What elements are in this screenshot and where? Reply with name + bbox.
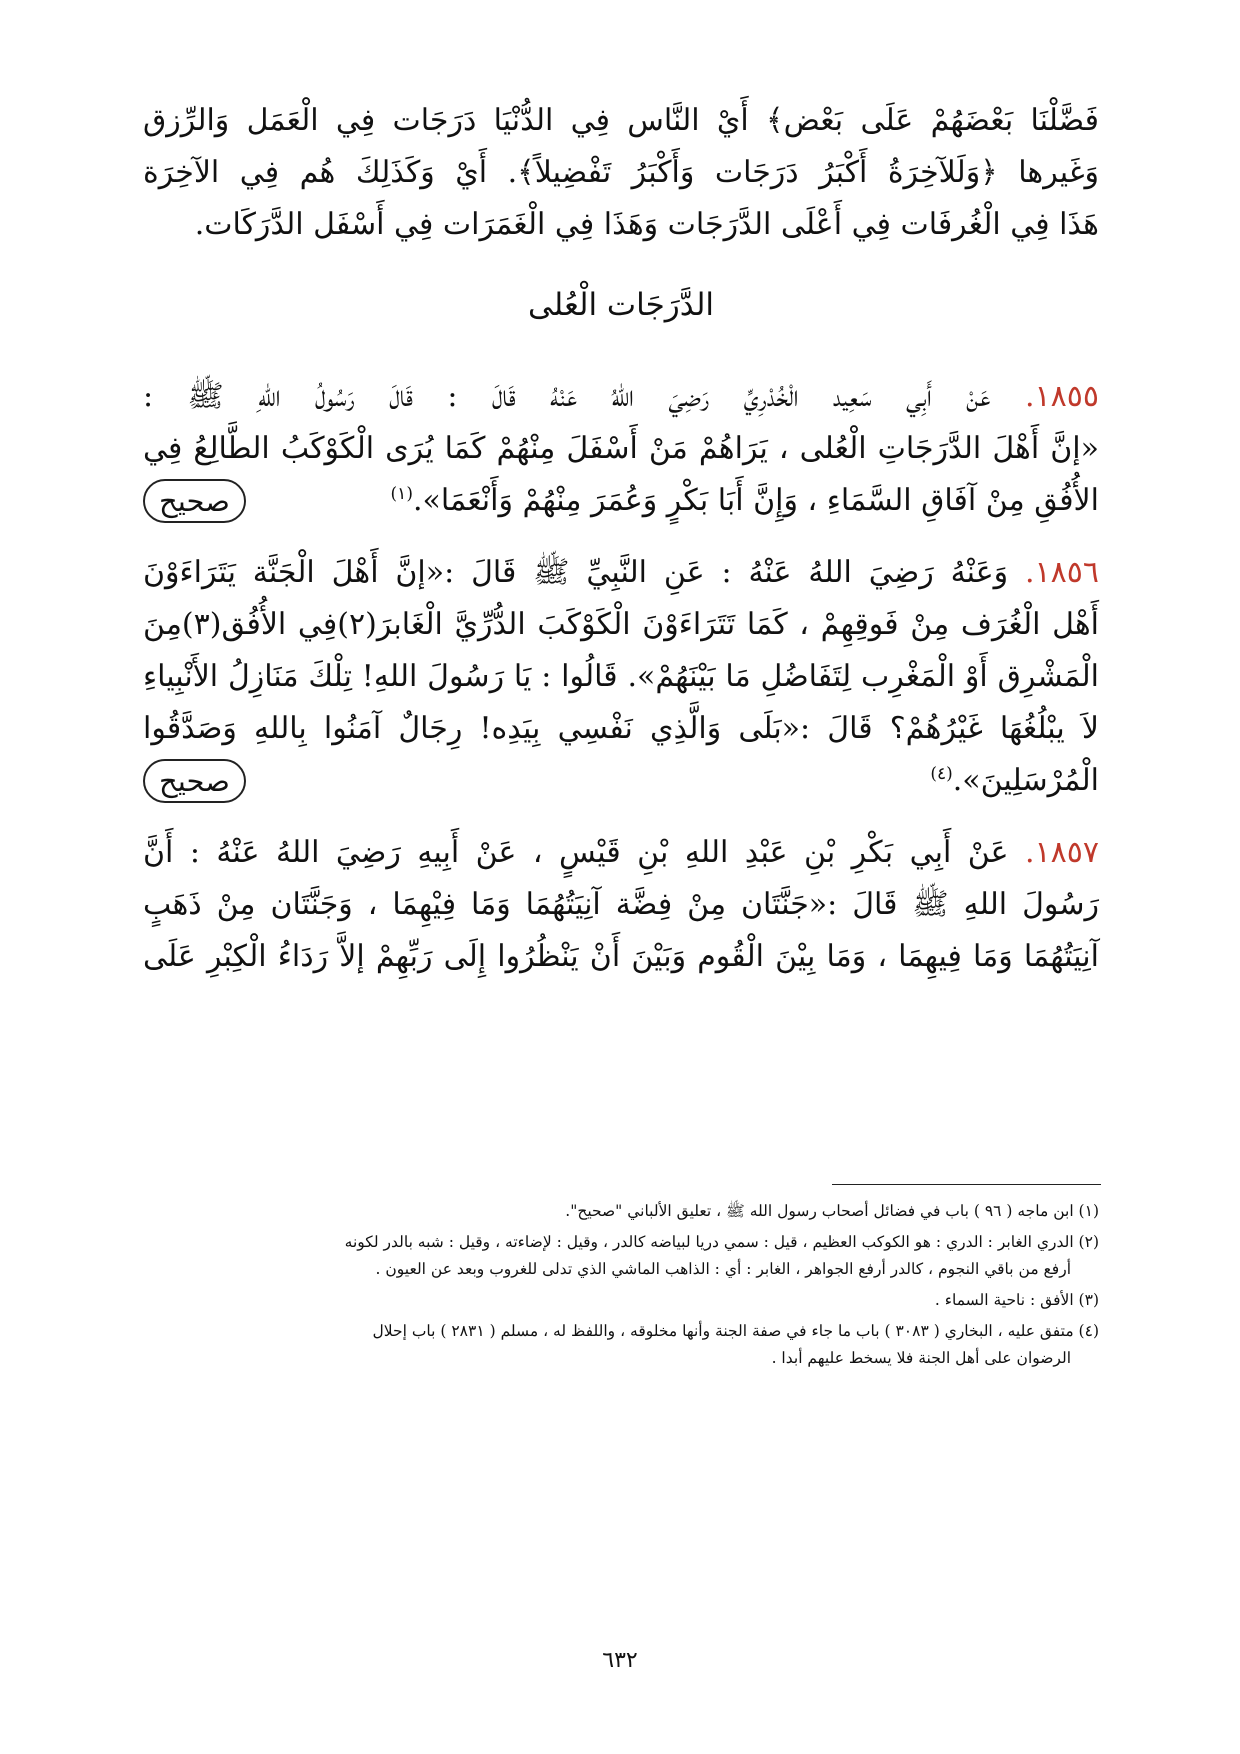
hadith-line: لاَ يبْلُغُهَا غَيْرُهُمْ؟ قَالَ :«بَلَى وَالَّذِي نَفْسِي بِيَدِه! رِجَالٌ آمَنُوا بِاللهِ وَصَدَّقُوا [143, 711, 1099, 746]
footnote-2: (٢) الدري الغابر : الدري : هو الكوكب العظيم ، قيل : سمي دريا لبياضه كالدر ، وقيل : لإضاءته ، وقيل : شبه بالدر لكونه أرفع من باقي النجوم ، كالدر أرفع الجواهر ، الغابر : أي : الذاهب الماشي الذي تدلى للغروب وبعد عن العيون . [344, 1233, 1099, 1278]
section-heading: الدَّرَجَات الْعُلى [527, 287, 715, 323]
hadith-number: ١٨٥٧. [1025, 835, 1099, 870]
hadith-line [143, 547, 1099, 599]
hadith-line [143, 475, 1099, 527]
hadith-text: الْمُرْسَلِينَ». [952, 763, 1099, 798]
hadith-line: الْمَشْرِق أَوْ الْمَغْرِب لِتَفَاضُلِ مَا بَيْنَهُمْ». قَالُوا : يَا رَسُولَ اللهِ! تِلْكَ مَنَازِلُ الأَنْبِياءِ [143, 659, 1099, 694]
hadith-1857 [143, 827, 1099, 983]
hadith-text: عَنْ أَبِي بَكْرِ بْنِ عَبْدِ اللهِ بْنِ قَيْسٍ ، عَنْ أَبِيهِ رَضِيَ اللهُ عَنْهُ : أَنَّ [143, 835, 1009, 870]
page-body [143, 95, 1099, 1003]
hadith-line [143, 827, 1099, 879]
footnote-ref[interactable]: (٤) [930, 764, 953, 784]
footnote-1: (١) ابن ماجه ( ٩٦ ) باب في فضائل أصحاب رسول الله ﷺ ، تعليق الألباني "صحيح". [565, 1202, 1099, 1220]
hadith-1855 [143, 371, 1099, 527]
hadith-text: وَعَنْهُ رَضِيَ اللهُ عَنْهُ : عَنِ النَّبِيِّ ﷺ قَالَ :«إنَّ أَهْلَ الْجَنَّة يَتَرَاءَوْنَ [143, 555, 1009, 590]
hadith-text: عَنْ أَبِي سَعِيد الْخُدْرِيِّ رَضِيَ اللهُ عَنْهُ قَالَ : قَالَ رَسُولُ اللهِ ﷺ : [143, 379, 991, 414]
page-number: ٦٣٢ [602, 1648, 638, 1673]
grade-badge: صحيح [143, 479, 246, 523]
hadith-line: رَسُولَ اللهِ ﷺ قَالَ :«جَنَّتَان مِنْ فِضَّة آنِيَتُهُمَا وَمَا فِيْهِمَا ، وَجَنَّتَان مِنْ ذَهَبٍ [143, 887, 1099, 922]
footnotes [143, 1198, 1099, 1376]
intro-line: هَذَا فِي الْغُرفَات فِي أَعْلَى الدَّرَجَات وَهَذَا فِي الْغَمَرَات فِي أَسْفَل الدَّرَكَات. [194, 207, 1099, 242]
intro-line: فَضَّلْنَا بَعْضَهُمْ عَلَى بَعْض﴾ أَيْ النَّاس فِي الدُّنْيَا دَرَجَات فِي الْعَمَل وَالرِّزق [143, 103, 1099, 138]
hadith-number: ١٨٥٦. [1025, 555, 1099, 590]
intro-line: وَغَيرها ﴿وَلَلآخِرَةُ أَكْبَرُ دَرَجَات وَأَكْبَرُ تَفْضِيلاً﴾. أَيْ وَكَذَلِكَ هُم فِي الآخِرَة [143, 155, 1099, 190]
grade-badge: صحيح [143, 759, 246, 803]
hadith-number: ١٨٥٥. [1025, 379, 1099, 414]
footnote-3: (٣) الأفق : ناحية السماء . [934, 1291, 1099, 1309]
hadith-line: آنِيَتُهُمَا وَمَا فِيهِمَا ، وَمَا بِيْنَ الْقُوم وَبَيْنَ أَنْ يَنْظُرُوا إِلَى رَبِّهِمْ إلاَّ رَدَاءُ الْكِبْرِ عَلَى [143, 939, 1099, 974]
hadith-line [143, 371, 1099, 423]
intro-paragraph [143, 95, 1099, 251]
hadith-1856 [143, 547, 1099, 807]
hadith-line: أَهْل الْغُرَف مِنْ فَوقِهِمْ ، كَمَا تَتَرَاءَوْنَ الْكَوْكَبَ الدُّرِّيَّ الْغَابرَ(٢)فِي الأُفُق(٣)مِنَ [143, 607, 1099, 642]
footnote-divider [832, 1184, 1101, 1185]
footnote-4: (٤) متفق عليه ، البخاري ( ٣٠٨٣ ) باب ما جاء في صفة الجنة وأنها مخلوقه ، واللفظ له ، مسلم ( ٢٨٣١ ) باب إحلال الرضوان على أهل الجنة فلا يسخط عليهم أبدا . [372, 1322, 1099, 1367]
hadith-line [143, 755, 1099, 807]
footnote-ref[interactable]: (١) [390, 484, 413, 504]
hadith-line: «إنَّ أَهْلَ الدَّرَجَاتِ الْعُلى ، يَرَاهُمْ مَنْ أَسْفَلَ مِنْهُمْ كَمَا يُرَى الْكَوْكَبُ الطَّالِعُ فِي [143, 431, 1099, 466]
hadith-text: الأُفُقِ مِنْ آفَاقِ السَّمَاءِ ، وَإِنَّ أَبَا بَكْرٍ وَعُمَرَ مِنْهُمْ وَأَنْعَمَا». [412, 483, 1099, 518]
